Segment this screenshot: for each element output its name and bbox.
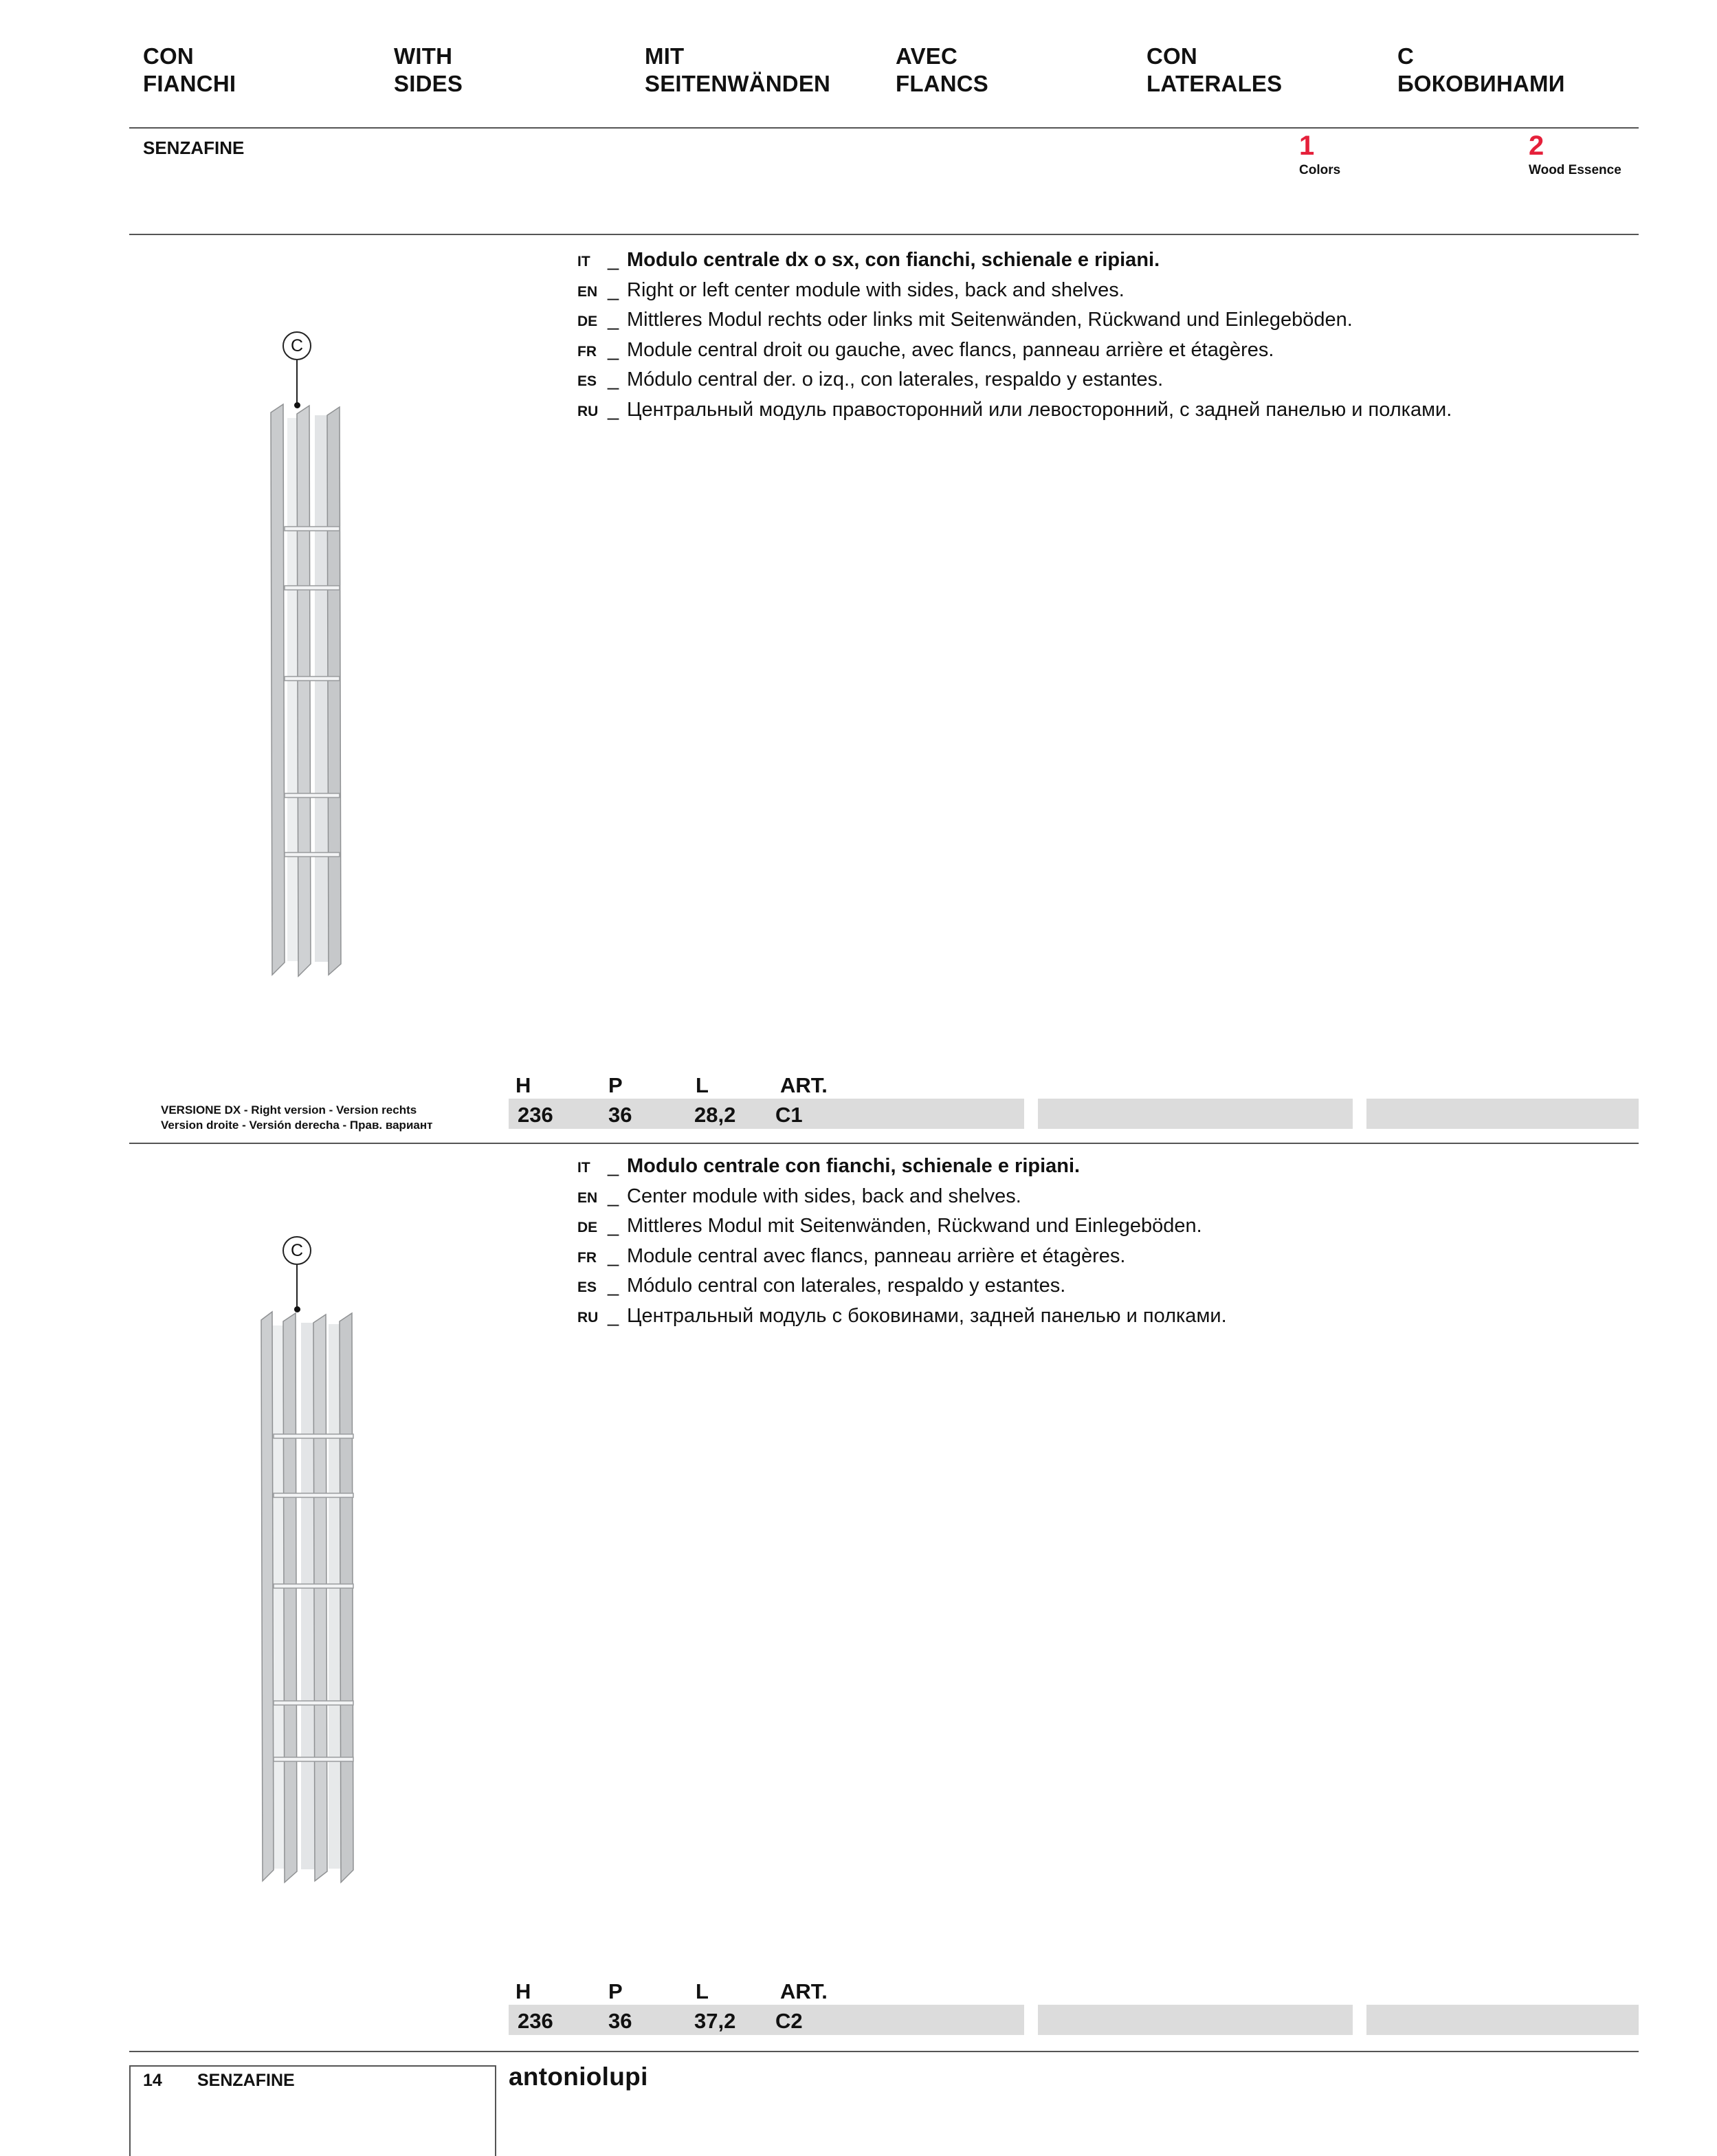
shelf xyxy=(274,1493,353,1497)
lang-code: EN xyxy=(577,283,598,300)
dim-value-h: 236 xyxy=(518,2009,553,2033)
dim-value-l: 37,2 xyxy=(694,2009,736,2033)
shelf xyxy=(274,1434,353,1438)
side-panel xyxy=(297,406,311,976)
lang-code: DE xyxy=(577,314,598,330)
shelf xyxy=(285,793,340,798)
description-text: Module central avec flancs, panneau arrière et étagères. xyxy=(627,1244,1126,1267)
page-number: 14 xyxy=(143,2071,162,2090)
version-note xyxy=(161,1103,432,1133)
stat-wood-value: 2 xyxy=(1529,131,1544,161)
dim-value-art: C1 xyxy=(775,1103,803,1127)
footer-box xyxy=(129,2065,496,2156)
shelf xyxy=(274,1701,353,1705)
lang-code: IT xyxy=(577,254,590,270)
header-col-de: MIT SEITENWÄNDEN xyxy=(645,43,831,96)
shelf-illustration-c2 xyxy=(249,1306,373,1891)
lang-code: IT xyxy=(577,1160,590,1176)
footer-section: SENZAFINE xyxy=(197,2071,295,2090)
description-text: Modulo centrale con fianchi, schienale e ripiani. xyxy=(627,1155,1081,1177)
component-marker-c: C xyxy=(283,331,311,360)
shelf xyxy=(274,1584,353,1588)
dims-row-fill xyxy=(1366,1099,1639,1129)
dim-header-h: H xyxy=(516,1073,531,1097)
dim-value-h: 236 xyxy=(518,1103,553,1127)
description-row: FR _ Module central droit ou gauche, avec flancs, panneau arrière et étagères. xyxy=(577,336,1452,366)
dim-header-h: H xyxy=(516,1979,531,2003)
description-row: ES _ Módulo central der. o izq., con laterales, respaldo y estantes. xyxy=(577,366,1452,396)
description-row: RU _ Центральный модуль правосторонний или левосторонний, с задней панелью и полками. xyxy=(577,396,1452,426)
stat-colors xyxy=(1299,132,1340,179)
lang-code: EN xyxy=(577,1189,598,1206)
product-description xyxy=(577,1152,1227,1332)
lang-code: DE xyxy=(577,1220,598,1236)
dim-header-p: P xyxy=(608,1073,623,1097)
back-panel-right xyxy=(315,415,329,962)
lang-code: FR xyxy=(577,343,597,360)
dims-row-fill xyxy=(1038,2005,1353,2035)
stat-colors-label: Colors xyxy=(1299,163,1341,177)
header-col-ru: С БОКОВИНАМИ xyxy=(1397,43,1565,96)
header-col-it: CON FIANCHI xyxy=(143,43,236,96)
dims-row-fill xyxy=(509,1099,1024,1129)
side-panel xyxy=(283,1313,297,1882)
dim-value-art: C2 xyxy=(775,2009,803,2033)
shelf xyxy=(285,852,340,857)
product-line-title: SENZAFINE xyxy=(143,138,245,158)
shelf-illustration-c1 xyxy=(261,399,364,983)
description-text: Center module with sides, back and shelves. xyxy=(627,1185,1021,1207)
version-line-1: VERSIONE DX - Right version - Version rechts xyxy=(161,1103,417,1116)
shelf xyxy=(285,527,340,531)
marker-leader-line xyxy=(296,360,298,404)
version-line-2: Version droite - Versión derecha - Прав. вариант xyxy=(161,1119,433,1132)
description-text: Módulo central con laterales, respaldo y estantes. xyxy=(627,1275,1066,1297)
header-divider xyxy=(129,127,1639,129)
dim-header-art: ART. xyxy=(780,1073,828,1097)
dim-value-p: 36 xyxy=(608,1103,632,1127)
description-row: IT _ Modulo centrale dx o sx, con fianchi, schienale e ripiani. xyxy=(577,246,1452,276)
dim-header-l: L xyxy=(696,1073,709,1097)
section-divider xyxy=(129,1143,1639,1144)
description-row: EN _ Right or left center module with sides, back and shelves. xyxy=(577,276,1452,307)
description-text: Module central droit ou gauche, avec flancs, panneau arrière et étagères. xyxy=(627,338,1274,361)
description-row: FR _ Module central avec flancs, panneau arrière et étagères. xyxy=(577,1242,1227,1273)
header-col-fr: AVEC FLANCS xyxy=(896,43,989,96)
dim-value-l: 28,2 xyxy=(694,1103,736,1127)
dim-value-p: 36 xyxy=(608,2009,632,2033)
description-row: EN _ Center module with sides, back and shelves. xyxy=(577,1182,1227,1213)
side-panel xyxy=(271,404,285,975)
shelf xyxy=(285,586,340,590)
section-divider xyxy=(129,234,1639,235)
component-marker-c: C xyxy=(283,1236,311,1265)
lang-code: RU xyxy=(577,403,599,419)
description-row: IT _ Modulo centrale con fianchi, schienale e ripiani. xyxy=(577,1152,1227,1182)
brand-logo: antoniolupi xyxy=(509,2062,648,2091)
product-description xyxy=(577,246,1452,426)
stat-wood-label: Wood Essence xyxy=(1529,163,1621,177)
lang-code: ES xyxy=(577,373,597,390)
shelf xyxy=(274,1757,353,1761)
description-row: RU _ Центральный модуль с боковинами, задней панелью и полками. xyxy=(577,1302,1227,1332)
description-text: Right or left center module with sides, back and shelves. xyxy=(627,278,1125,301)
description-row: DE _ Mittleres Modul rechts oder links mit Seitenwänden, Rückwand und Einlegeböden. xyxy=(577,306,1452,336)
stat-colors-value: 1 xyxy=(1299,131,1315,161)
stat-wood-essence xyxy=(1529,132,1621,179)
side-panel xyxy=(313,1314,327,1881)
description-text: Mittleres Modul mit Seitenwänden, Rückwand und Einlegeböden. xyxy=(627,1215,1202,1238)
footer-divider xyxy=(129,2051,1639,2052)
lang-code: RU xyxy=(577,1309,599,1326)
description-text: Центральный модуль правосторонний или левосторонний, с задней панелью и полками. xyxy=(627,398,1452,421)
lang-code: ES xyxy=(577,1279,597,1296)
side-panel xyxy=(261,1312,274,1881)
dims-row-fill xyxy=(1366,2005,1639,2035)
dim-header-l: L xyxy=(696,1979,709,2003)
marker-leader-line xyxy=(296,1265,298,1309)
description-row: ES _ Módulo central con laterales, respaldo y estantes. xyxy=(577,1272,1227,1302)
header-col-en: WITH SIDES xyxy=(394,43,463,96)
description-text: Mittleres Modul rechts oder links mit Seitenwänden, Rückwand und Einlegeböden. xyxy=(627,309,1353,331)
description-text: Центральный модуль с боковинами, задней панелью и полками. xyxy=(627,1304,1227,1327)
dims-row-fill xyxy=(1038,1099,1353,1129)
description-text: Módulo central der. o izq., con laterales, respaldo y estantes. xyxy=(627,368,1164,391)
description-text: Modulo centrale dx o sx, con fianchi, schienale e ripiani. xyxy=(627,249,1160,271)
side-panel xyxy=(327,407,341,975)
dims-row-fill xyxy=(509,2005,1024,2035)
side-panel xyxy=(340,1313,353,1882)
description-row: DE _ Mittleres Modul mit Seitenwänden, Rückwand und Einlegeböden. xyxy=(577,1212,1227,1242)
dim-header-art: ART. xyxy=(780,1979,828,2003)
shelf xyxy=(285,676,340,681)
lang-code: FR xyxy=(577,1249,597,1266)
dim-header-p: P xyxy=(608,1979,623,2003)
header-col-es: CON LATERALES xyxy=(1146,43,1283,96)
